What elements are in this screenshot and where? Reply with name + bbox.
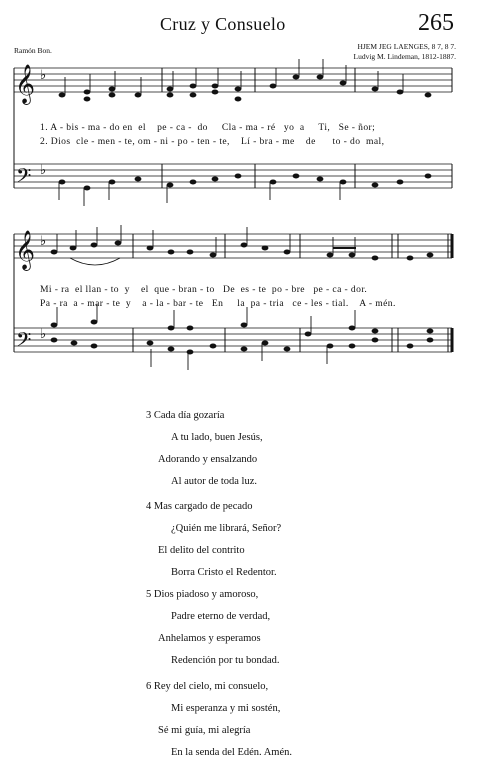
noteheads [51,75,434,355]
svg-text:♭: ♭ [40,68,47,83]
stanza-line: 6 Rey del cielo, mi consuelo, [146,681,269,692]
svg-text:♭: ♭ [40,234,47,249]
svg-text:♭: ♭ [40,327,47,342]
hymn-title: Cruz y Consuelo [160,14,286,34]
composer-credit: Ludvig M. Lindeman, 1812-1887. [353,52,456,61]
stanza-3 [146,405,263,493]
stanza-line: ¿Quién me librará, Señor? [171,523,282,534]
stanza-line: Anhelamos y esperamos [158,633,261,644]
hymn-number: 265 [418,10,454,36]
stanza-5 [146,584,279,672]
svg-text:𝄞: 𝄞 [15,64,36,104]
stanza-4 [146,496,281,584]
bar-lines [14,68,452,352]
stanza-line: Padre eterno de verdad, [171,611,271,622]
stanza-line: Adorando y ensalzando [158,454,258,465]
stanza-line: 4 Mas cargado de pecado [146,501,253,512]
lyric-verse1-line1: 1. A - bis - ma - do en el pe - ca - do Cla - ma - ré yo a Ti, Se - ñor; [40,122,376,133]
author-credit: Ramón Bon. [14,46,52,55]
svg-text:𝄢: 𝄢 [16,164,32,192]
stanza-line: Borra Cristo el Redentor. [171,567,277,578]
stanza-line: El delito del contrito [158,545,245,556]
svg-text:𝄢: 𝄢 [16,328,32,356]
stanza-line: A tu lado, buen Jesús, [171,432,263,443]
svg-text:♭: ♭ [40,163,47,178]
clef-signs [15,64,46,356]
stanza-6 [146,676,292,764]
stanza-line: Al autor de toda luz. [171,476,258,487]
lyric-verse1-line2: Mi - ra el llan - to y el que - bran - to De es - te po - bre pe - ca - dor. [40,284,368,295]
stanza-line: 5 Dios piadoso y amoroso, [146,589,259,600]
lyric-verse2-line1: 2. Dios cle - men - te, om - ni - po - ten - te, Lí - bra - me de to - do mal, [40,136,385,147]
stanza-line: En la senda del Edén. Amén. [171,747,293,758]
staff-lines [14,68,452,352]
svg-text:𝄞: 𝄞 [15,230,36,270]
stanza-line: 3 Cada día gozaría [146,410,225,421]
lyric-verse2-line2: Pa - ra a - mar - te y a - la - bar - te En la pa - tria ce - les - tial. A - mén. [40,298,396,309]
note-stems [57,59,403,370]
tune-name: HJEM JEG LAENGES, 8 7, 8 7. [357,42,456,51]
stanza-line: Sé mi guía, mi alegría [158,725,251,736]
stanza-line: Mi esperanza y mi sostén, [171,703,281,714]
stanza-line: Redención por tu bondad. [171,655,280,666]
